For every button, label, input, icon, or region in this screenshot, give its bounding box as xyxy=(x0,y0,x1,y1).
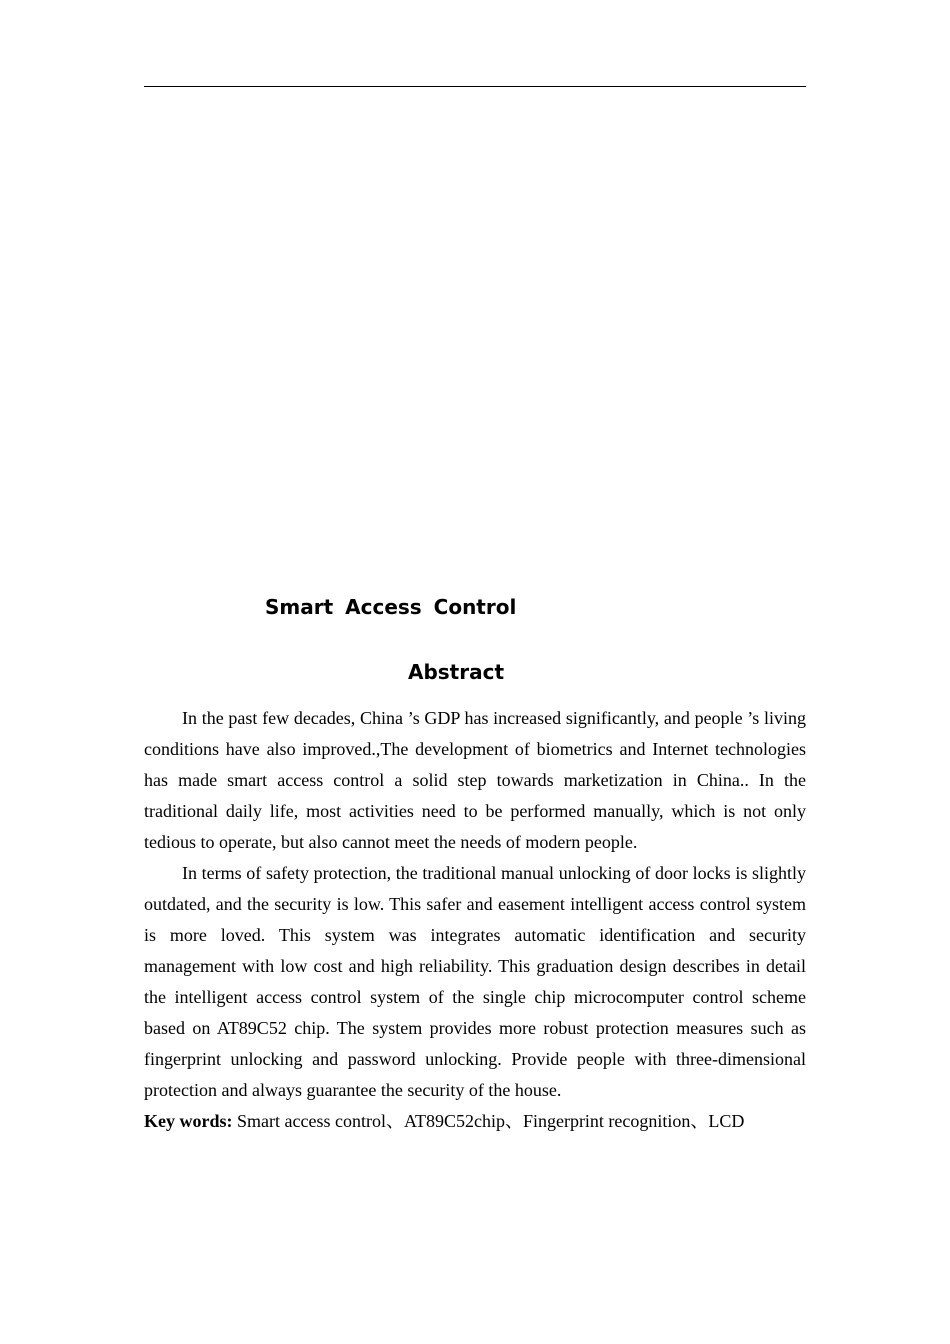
keywords-line xyxy=(144,1106,806,1137)
keywords-text: Smart access control、AT89C52chip、Fingerprint recognition、LCD xyxy=(232,1111,745,1131)
abstract-heading: Abstract xyxy=(407,660,505,684)
abstract-paragraph-1: In the past few decades, China ’s GDP has increased significantly, and people ’s living conditions have also improved.,The development of biometrics and Internet technologies has made smart access control a solid step towards marketization in China.. In the traditional daily life, most activities need to be performed manually, which is not only tedious to operate, but also cannot meet the needs of modern people. xyxy=(144,708,806,852)
abstract-body xyxy=(144,703,806,1137)
abstract-paragraph-2: In terms of safety protection, the traditional manual unlocking of door locks is slightly outdated, and the security is low. This safer and easement intelligent access control system is more loved. This system was integrates automatic identification and security management with low cost and high reliability. This graduation design describes in detail the intelligent access control system of the single chip microcomputer control scheme based on AT89C52 chip. The system provides more robust protection measures such as fingerprint unlocking and password unlocking. Provide people with three-dimensional protection and always guarantee the security of the house. xyxy=(144,863,806,1100)
header-rule xyxy=(144,86,806,87)
keywords-label: Key words: xyxy=(144,1111,233,1131)
document-title: Smart Access Control xyxy=(265,595,517,619)
